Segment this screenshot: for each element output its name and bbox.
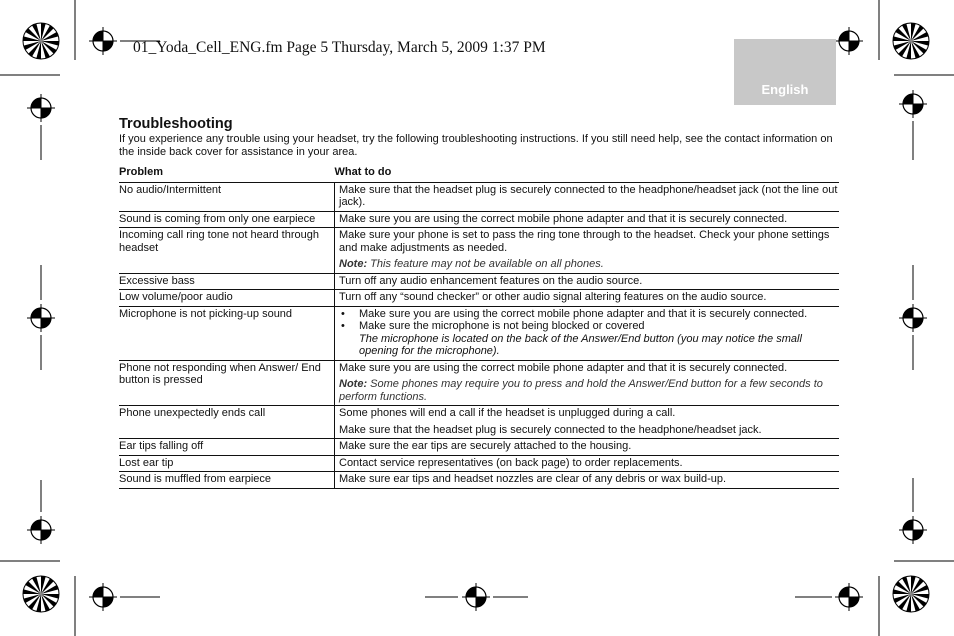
note-text: Some phones may require you to press and hold the Answer/End button for a few seconds to perform functions. xyxy=(339,378,823,403)
solution-cell xyxy=(335,472,840,489)
solution-cell xyxy=(335,406,840,439)
table-body xyxy=(119,182,839,488)
table-header-row xyxy=(119,164,839,182)
list-item-text: Make sure you are using the correct mobile phone adapter and that it is securely connected. xyxy=(359,307,808,320)
solution-cell xyxy=(335,290,840,307)
color-bar-mark xyxy=(23,576,59,612)
problem-column-header: Problem xyxy=(119,164,335,182)
solution-text: Make sure ear tips and headset nozzles are clear of any debris or wax build-up. xyxy=(339,473,727,485)
registration-mark xyxy=(89,583,117,611)
color-bar-mark xyxy=(893,23,929,59)
note-label: Note: xyxy=(339,258,368,270)
table-row xyxy=(119,228,839,274)
solution-text: Make sure that the headset plug is securely connected to the headphone/headset jack (not the line out jack). xyxy=(339,183,838,208)
section-intro: If you experience any trouble using your headset, try the following troubleshooting instructions. If you still need help, see the contact information on the inside back cover for assistance in your area. xyxy=(119,133,833,158)
registration-mark xyxy=(89,27,117,55)
problem-cell: Excessive bass xyxy=(119,273,335,290)
problem-cell: Phone unexpectedly ends call xyxy=(119,406,335,439)
solution-cell xyxy=(335,360,840,406)
problem-cell: No audio/Intermittent xyxy=(119,182,335,211)
note-label: Note: xyxy=(339,378,368,390)
table-row xyxy=(119,406,839,439)
table-row xyxy=(119,472,839,489)
problem-cell: Low volume/poor audio xyxy=(119,290,335,307)
troubleshooting-table xyxy=(119,164,839,489)
solution-text: Contact service representatives (on back page) to order replacements. xyxy=(339,456,683,469)
table-row xyxy=(119,439,839,456)
file-info-header: 01_Yoda_Cell_ENG.fm Page 5 Thursday, March 5, 2009 1:37 PM xyxy=(133,39,546,56)
registration-mark xyxy=(835,27,863,55)
list-item xyxy=(339,320,839,358)
list-item-text: Make sure the microphone is not being blocked or covered xyxy=(359,320,645,332)
solution-cell xyxy=(335,211,840,228)
registration-mark xyxy=(27,516,55,544)
list-item-detail: The microphone is located on the back of the Answer/End button (you may notice the small opening for the microphone). xyxy=(359,332,802,357)
registration-mark xyxy=(899,90,927,118)
problem-cell: Phone not responding when Answer/ End button is pressed xyxy=(119,360,335,406)
table-row xyxy=(119,211,839,228)
solution-text: Turn off any audio enhancement features on the audio source. xyxy=(339,274,643,287)
problem-cell: Lost ear tip xyxy=(119,455,335,472)
troubleshooting-section xyxy=(119,115,839,489)
table-row xyxy=(119,455,839,472)
list-item xyxy=(339,308,839,321)
solution-cell xyxy=(335,455,840,472)
registration-mark xyxy=(835,583,863,611)
solution-text: Make sure your phone is set to pass the ring tone through to the headset. Check your phone settings and make adjustments as needed. xyxy=(339,229,830,254)
color-bar-mark xyxy=(893,576,929,612)
solution-cell xyxy=(335,306,840,360)
color-bar-mark xyxy=(23,23,59,59)
registration-mark xyxy=(27,304,55,332)
language-tab xyxy=(734,39,836,105)
problem-cell: Sound is muffled from earpiece xyxy=(119,472,335,489)
solution-list xyxy=(339,308,839,358)
solution-text: Make sure you are using the correct mobile phone adapter and that it is securely connected. xyxy=(339,361,788,374)
problem-cell: Microphone is not picking-up sound xyxy=(119,306,335,360)
problem-cell: Sound is coming from only one earpiece xyxy=(119,211,335,228)
registration-mark xyxy=(27,94,55,122)
solution-text: Make sure the ear tips are securely attached to the housing. xyxy=(339,440,632,452)
table-row xyxy=(119,273,839,290)
solution-column-header: What to do xyxy=(335,164,840,182)
solution-cell xyxy=(335,182,840,211)
language-tab-label: English xyxy=(761,82,809,97)
registration-mark xyxy=(899,516,927,544)
note-text: This feature may not be available on all phones. xyxy=(370,258,604,270)
problem-cell: Incoming call ring tone not heard through headset xyxy=(119,228,335,274)
table-row xyxy=(119,182,839,211)
table-row xyxy=(119,360,839,406)
solution-text: Make sure you are using the correct mobile phone adapter and that it is securely connected. xyxy=(339,212,788,225)
solution-text: Some phones will end a call if the headset is unplugged during a call. xyxy=(339,407,676,419)
solution-cell xyxy=(335,228,840,274)
solution-cell xyxy=(335,439,840,456)
registration-mark xyxy=(462,583,490,611)
solution-text: Turn off any “sound checker” or other audio signal altering features on the audio source. xyxy=(339,291,767,303)
problem-cell: Ear tips falling off xyxy=(119,439,335,456)
solution-cell xyxy=(335,273,840,290)
note xyxy=(339,258,839,271)
registration-mark xyxy=(899,304,927,332)
table-row xyxy=(119,306,839,360)
note xyxy=(339,378,839,403)
section-title: Troubleshooting xyxy=(119,116,233,132)
table-row xyxy=(119,290,839,307)
solution-text: Make sure that the headset plug is securely connected to the headphone/headset jack. xyxy=(339,423,762,436)
